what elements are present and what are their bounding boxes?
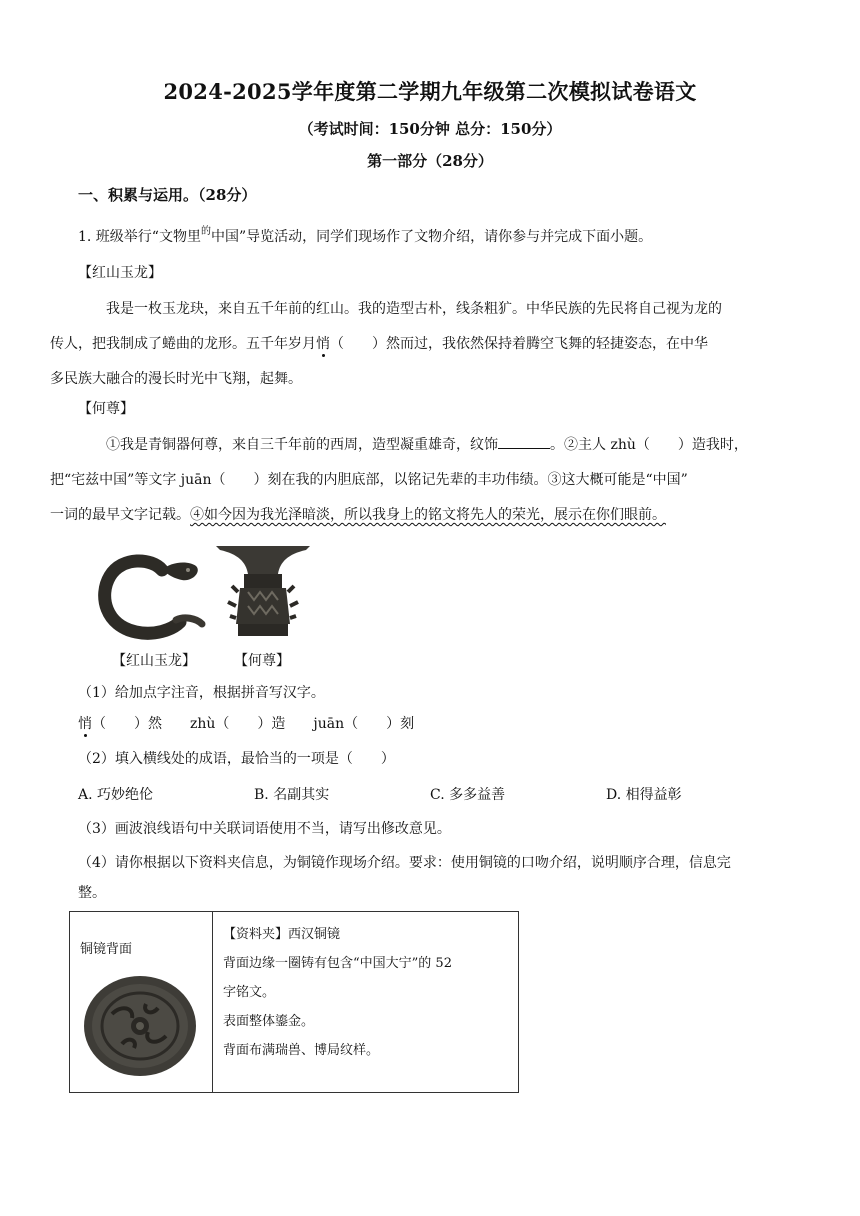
hezun-line-2: 把“宅兹中国”等文字 juān（ ）刻在我的内胆底部，以铭记先辈的丰功伟绩。③这大概可能是“中国” — [50, 472, 688, 488]
exam-title: 2024-2025学年度第二学期九年级第二次模拟试卷语文 — [163, 79, 697, 104]
question-1-intro — [78, 226, 652, 250]
option-d[interactable]: D. 相得益彰 — [606, 787, 682, 803]
q1-intro-superscript: 的 — [200, 226, 211, 237]
idiom-blank — [498, 434, 550, 449]
jade-dragon-image — [92, 548, 212, 640]
subquestion-1-fill — [78, 713, 414, 735]
hongshan-paragraph — [50, 292, 784, 397]
option-c[interactable]: C. 多多益善 — [430, 787, 506, 803]
q1-intro-part-a: 1. 班级举行“文物里 — [78, 229, 201, 245]
mirror-back-label: 铜镜背面 — [80, 942, 133, 957]
folder-title: 西汉铜镜 — [288, 927, 341, 942]
hezun-line-1b: 。②主人 zhù（ ）造我时， — [550, 437, 748, 453]
section-heading: 一、积累与运用。（28分） — [78, 186, 257, 204]
mirror-image-cell — [70, 912, 213, 1093]
dragon-caption: 【红山玉龙】 — [112, 653, 196, 669]
hezun-paragraph — [50, 428, 784, 533]
option-b[interactable]: B. 名副其实 — [254, 787, 330, 803]
folder-heading — [223, 920, 518, 949]
folder-info-cell — [213, 912, 519, 1093]
subquestion-1: （1）给加点字注音，根据拼音写汉字。 — [78, 685, 325, 701]
wavy-sentence: ④如今因为我光泽暗淡，所以我身上的铭文将先人的荣光，展示在你们眼前。 — [190, 507, 666, 523]
folder-line-3: 表面整体鎏金。 — [223, 1014, 315, 1029]
hezun-line-3a: 一词的最早文字记载。 — [50, 507, 190, 523]
hongshan-line-2b: （ ）然而过，我依然保持着腾空飞舞的轻捷姿态，在中华 — [330, 336, 708, 352]
folder-line-2: 字铭文。 — [223, 985, 276, 1000]
hongshan-line-1: 我是一枚玉龙玦，来自五千年前的红山。我的造型古朴，线条粗犷。中华民族的先民将自己视为龙的 — [106, 301, 722, 317]
folder-line-4: 背面布满瑞兽、博局纹样。 — [223, 1043, 380, 1058]
exam-subtitle: （考试时间：150分钟 总分：150分） — [298, 120, 562, 138]
part-heading: 第一部分（28分） — [367, 152, 493, 170]
dotted-char-qiao-answer: 悄 — [78, 716, 92, 732]
q1-intro-part-b: 中国”导览活动，同学们现场作了文物介绍，请你参与并完成下面小题。 — [210, 229, 653, 245]
folder-line-1: 背面边缘一圈铸有包含“中国大宁”的 52 — [223, 956, 452, 971]
subquestion-4-line-1: （4）请你根据以下资料夹信息，为铜镜作现场介绍。要求：使用铜镜的口吻介绍，说明顺序合理，信息完 — [78, 855, 731, 871]
subquestion-3: （3）画波浪线语句中关联词语使用不当，请写出修改意见。 — [78, 821, 451, 837]
hongshan-line-3: 多民族大融合的漫长时光中飞翔，起舞。 — [50, 371, 302, 387]
mirror-info-table — [69, 911, 519, 1093]
hongshan-label: 【红山玉龙】 — [78, 265, 162, 281]
zun-caption: 【何尊】 — [234, 653, 290, 669]
bronze-mirror-image — [82, 974, 198, 1082]
hezun-label: 【何尊】 — [78, 401, 134, 417]
hongshan-line-2 — [50, 336, 708, 352]
hongshan-line-2a: 传人，把我制成了蜷曲的龙形。五千年岁月 — [50, 336, 316, 352]
hezun-bronze-image — [208, 540, 318, 640]
subquestion-4-line-2: 整。 — [78, 885, 106, 901]
hezun-line-1a: ①我是青铜器何尊，来自三千年前的西周，造型凝重雄奇，纹饰 — [106, 437, 498, 453]
dotted-char-qiao: 悄 — [316, 336, 330, 352]
subquestion-2: （2）填入横线处的成语，最恰当的一项是（ ） — [78, 751, 395, 767]
fill-blanks: （ ）然 zhù（ ）造 juān（ ）刻 — [92, 716, 415, 732]
folder-tag: 【资料夹】 — [223, 927, 289, 942]
option-a[interactable]: A. 巧妙绝伦 — [78, 787, 154, 803]
